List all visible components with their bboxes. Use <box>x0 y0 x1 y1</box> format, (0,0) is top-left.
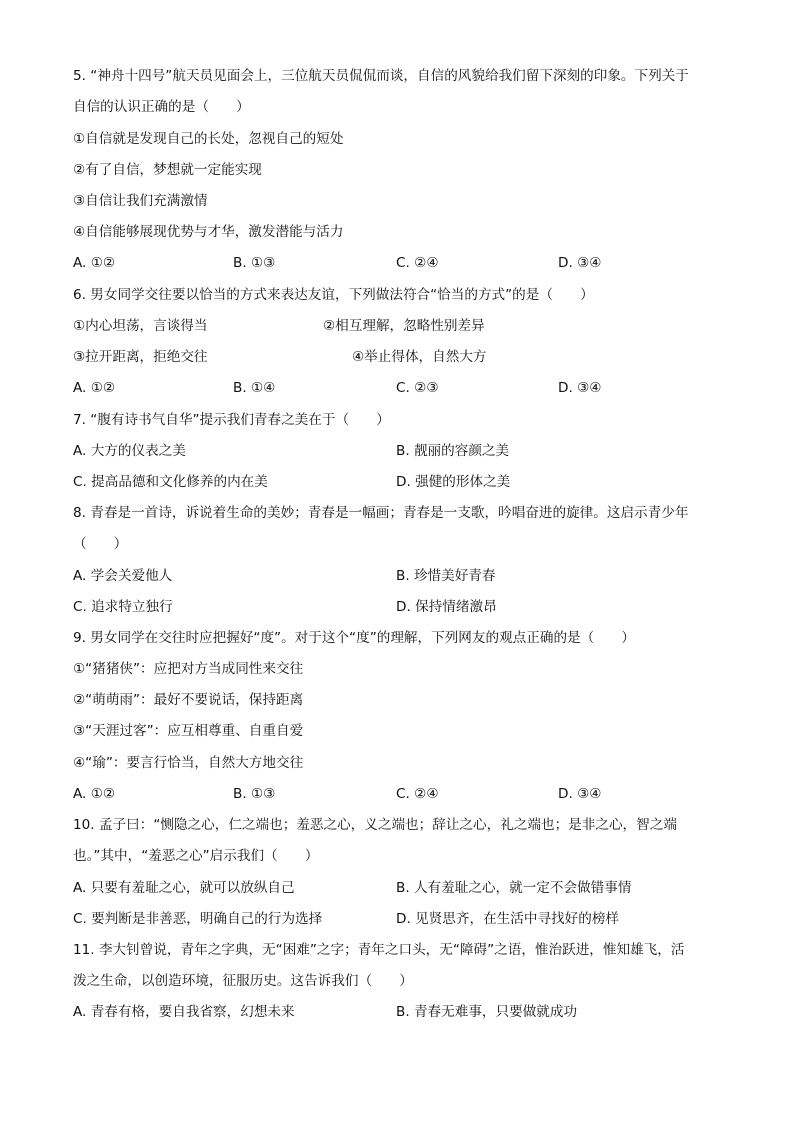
q9-item-2: ②“萌萌雨”：最好不要说话，保持距离 <box>73 692 304 708</box>
q9-stem-line-1: 9. 男女同学在交往时应把握好“度”。对于这个“度”的理解，下列网友的观点正确的是（ ） <box>73 630 636 646</box>
q7-stem-line-1: 7. “腹有诗书气自华”提示我们青春之美在于（ ） <box>73 412 390 428</box>
q5-option-d: D. ③④ <box>558 255 602 271</box>
q5-item-1: ①自信就是发现自己的长处，忽视自己的短处 <box>73 131 344 147</box>
q9-item-3: ③“天涯过客”：应互相尊重、自重自爱 <box>73 723 304 739</box>
q9-item-1: ①“猪猪侠”：应把对方当成同性来交往 <box>73 661 304 677</box>
q6-item-4: ④举止得体，自然大方 <box>352 349 487 365</box>
q9-item-4: ④“瑜”：要言行恰当，自然大方地交往 <box>73 755 304 771</box>
q6-option-d: D. ③④ <box>558 380 602 396</box>
q7-option-a: A. 大方的仪表之美 <box>73 443 186 459</box>
q10-option-c: C. 要判断是非善恶，明确自己的行为选择 <box>73 911 323 927</box>
q5-item-4: ④自信能够展现优势与才华，激发潜能与活力 <box>73 224 344 240</box>
q8-stem-line-1: 8. 青春是一首诗，诉说着生命的美妙；青春是一幅画；青春是一支歌，吟唱奋进的旋律。这启示青少年 <box>73 505 689 521</box>
q5-stem-line-2: 自信的认识正确的是（ ） <box>73 99 250 115</box>
q6-item-1: ①内心坦荡，言谈得当 <box>73 318 208 334</box>
q8-option-b: B. 珍惜美好青春 <box>396 568 496 584</box>
q11-stem-line-2: 泼之生命，以创造环境，征服历史。这告诉我们（ ） <box>73 973 413 989</box>
q6-option-a: A. ①② <box>73 380 116 396</box>
q6-item-3: ③拉开距离，拒绝交往 <box>73 349 208 365</box>
q8-option-a: A. 学会关爱他人 <box>73 568 173 584</box>
q7-option-d: D. 强健的形体之美 <box>396 474 511 490</box>
q9-option-c: C. ②④ <box>396 786 439 802</box>
q6-option-c: C. ②③ <box>396 380 439 396</box>
q11-option-b: B. 青春无难事，只要做就成功 <box>396 1004 578 1020</box>
q10-stem-line-1: 10. 孟子曰：“恻隐之心，仁之端也；羞恶之心，义之端也；辞让之心，礼之端也；是非之心，智之端 <box>73 817 677 833</box>
q6-stem-line-1: 6. 男女同学交往要以恰当的方式来表达友谊，下列做法符合“恰当的方式”的是（ ） <box>73 287 594 303</box>
q5-stem-line-1: 5. “神舟十四号”航天员见面会上，三位航天员侃侃而谈，自信的风貌给我们留下深刻的印象。下列关于 <box>73 68 689 84</box>
q5-option-c: C. ②④ <box>396 255 439 271</box>
q5-item-3: ③自信让我们充满激情 <box>73 193 208 209</box>
q5-option-a: A. ①② <box>73 255 116 271</box>
q9-option-a: A. ①② <box>73 786 116 802</box>
q10-option-a: A. 只要有羞耻之心，就可以放纵自己 <box>73 880 295 896</box>
q5-option-b: B. ①③ <box>233 255 276 271</box>
q10-option-b: B. 人有羞耻之心，就一定不会做错事情 <box>396 880 632 896</box>
q7-option-c: C. 提高品德和文化修养的内在美 <box>73 474 268 490</box>
q9-option-d: D. ③④ <box>558 786 602 802</box>
q8-option-c: C. 追求特立独行 <box>73 599 173 615</box>
q6-option-b: B. ①④ <box>233 380 276 396</box>
q8-option-d: D. 保持情绪激昂 <box>396 599 497 615</box>
q7-option-b: B. 靓丽的容颜之美 <box>396 443 510 459</box>
q9-option-b: B. ①③ <box>233 786 276 802</box>
q10-stem-line-2: 也。”其中，“羞恶之心”启示我们（ ） <box>73 848 319 864</box>
q10-option-d: D. 见贤思齐，在生活中寻找好的榜样 <box>396 911 620 927</box>
q11-stem-line-1: 11. 李大钊曾说，青年之字典，无“困难”之字；青年之口头，无“障碍”之语，惟治跃进，惟知雄飞，活 <box>73 942 685 958</box>
q11-option-a: A. 青春有格，要自我省察，幻想未来 <box>73 1004 295 1020</box>
q6-item-2: ②相互理解，忽略性别差异 <box>323 318 485 334</box>
q5-item-2: ②有了自信，梦想就一定能实现 <box>73 162 262 178</box>
q8-stem-line-2: （ ） <box>73 536 128 552</box>
